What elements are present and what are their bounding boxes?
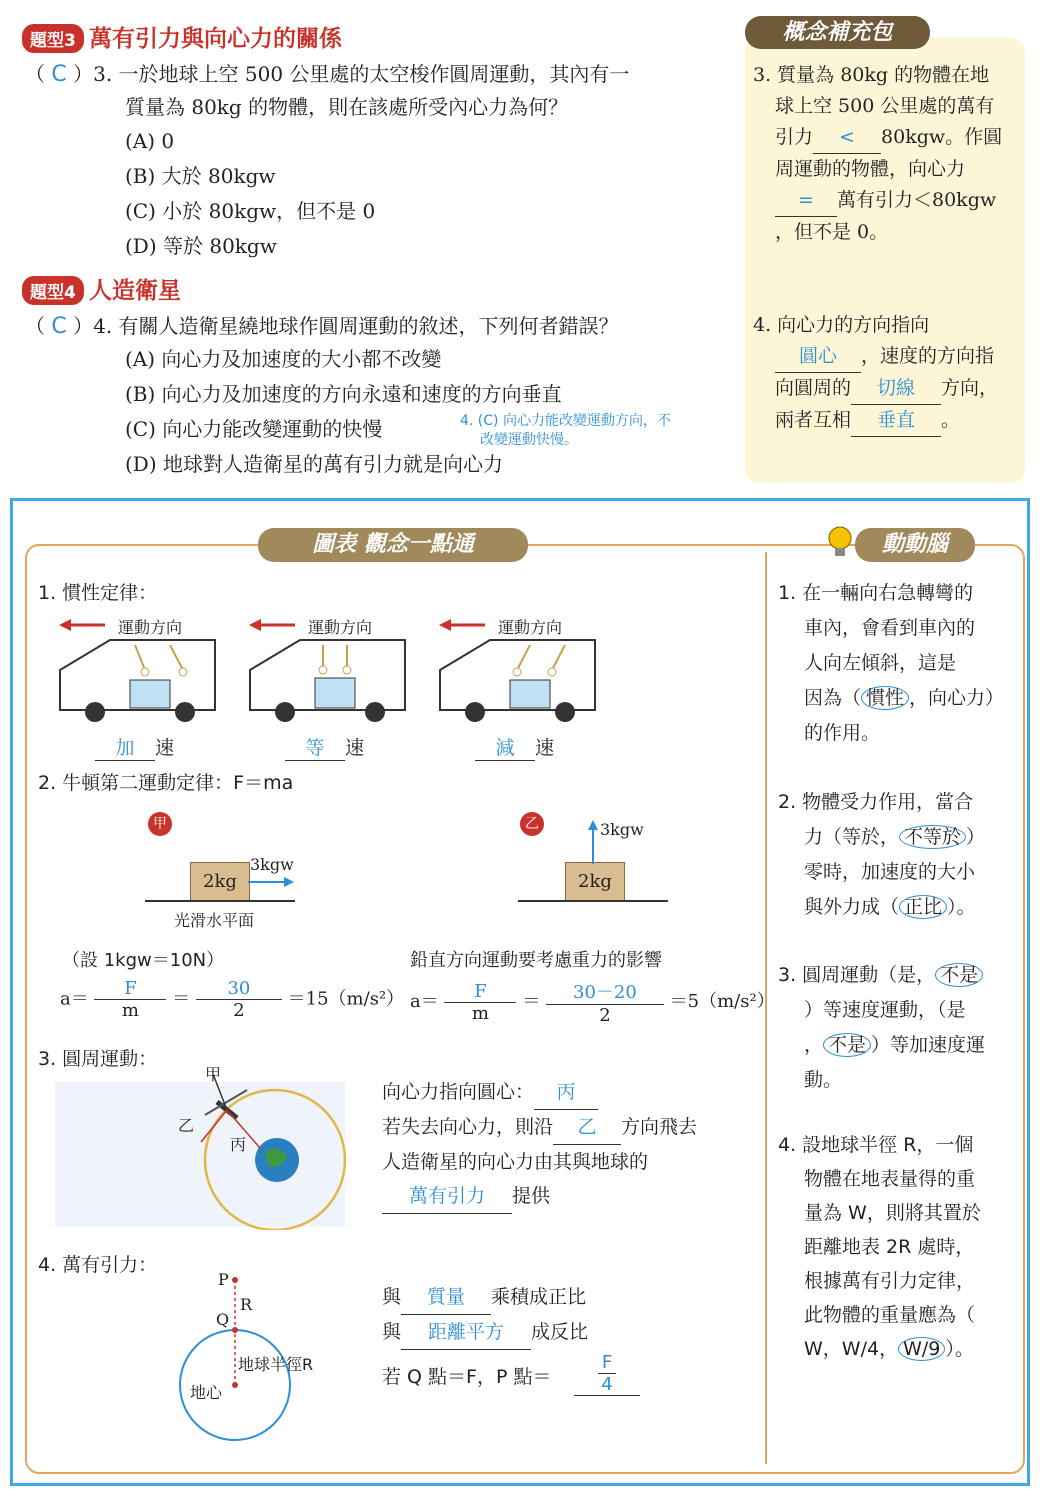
grav-label-center: 地心 [190, 1383, 223, 1402]
q3-option-c: (C) 小於 80kgw，但不是 0 [125, 199, 376, 223]
concept-4-line1: 4. 向心力的方向指向 [753, 314, 930, 336]
eq-right-den1: m [471, 1002, 489, 1024]
q3-options [125, 124, 375, 264]
grav-line3a: 若 Q 點＝F，P 點＝ [382, 1366, 552, 1388]
grav-ans-num: F [598, 1352, 616, 1374]
grav-blank1: 質量 [401, 1280, 491, 1315]
brain-1-line3: 人向左傾斜，這是 [804, 652, 957, 674]
q3-answer: C [51, 62, 67, 87]
q4-note-line1: 4. (C) 向心力能改變運動方向，不 [460, 413, 671, 429]
q3-option-d: (D) 等於 80kgw [125, 234, 277, 258]
concept-header: 概念補充包 [745, 16, 930, 49]
q4-number: 4. [93, 314, 113, 338]
eq-left-den1: m [121, 1000, 139, 1021]
brain-header: 動動腦 [855, 528, 975, 562]
grav-label-q: Q [216, 1310, 230, 1329]
brain-2-line3: 零時，加速度的大小 [804, 861, 976, 883]
surface-label: 光滑水平面 [174, 911, 255, 930]
circ-line2c: 方向飛去 [621, 1116, 698, 1138]
circ-line1a: 向心力指向圓心： [382, 1081, 535, 1103]
type4-badge: 題型4 [22, 276, 84, 305]
car-3-blank: 減 [475, 733, 535, 761]
concept-4-line4a: 兩者互相 [775, 409, 852, 431]
grav-answer-frac [574, 1352, 640, 1396]
orbit-label-b: 乙 [178, 1116, 195, 1135]
concept-text-3 [753, 60, 1023, 248]
car-2-suffix: 速 [345, 737, 365, 759]
type4-title: 人造衛星 [88, 278, 181, 304]
brain-2-line2: 力（等於， 不等於 ） [804, 826, 986, 848]
motion-label-1: 運動方向 [118, 618, 183, 637]
eq-left-num1: F [94, 978, 166, 1000]
circled-answer: 不是 [935, 963, 983, 987]
q4-note-line2: 改變運動快慢。 [480, 432, 578, 448]
grav-blank2: 距離平方 [401, 1315, 531, 1350]
grav-label-radius: 地球半徑R [238, 1355, 314, 1374]
concept-3-line4: 周運動的物體，向心力 [775, 158, 966, 180]
brain-3-line1: 3. 圓周運動（是， 不是 [778, 958, 1018, 993]
car-1-suffix: 速 [155, 737, 175, 759]
brain-4-line7: W，W/4， W/9 ）。 [804, 1338, 974, 1360]
brain-3-line4: 動。 [804, 1069, 843, 1091]
arrow-horizontal [248, 874, 294, 893]
orbit-diagram [55, 1060, 355, 1230]
assume-text: （設 1kgw＝10N） [62, 950, 225, 971]
brain-4-line6: 此物體的重量應為（ [804, 1304, 976, 1326]
brain-4-line5: 根據萬有引力定律， [804, 1270, 976, 1292]
car-caption-3 [475, 733, 554, 761]
brain-4-line1: 4. 設地球半徑 R，一個 [778, 1134, 974, 1156]
figure-header: 圖表 觀念一點通 [258, 528, 528, 562]
type3-heading [22, 20, 342, 53]
circled-answer: 不是 [823, 1033, 871, 1057]
brain-2-line1: 2. 物體受力作用，當合 [778, 791, 974, 813]
section4-title: 4. 萬有引力： [38, 1254, 158, 1276]
grav-line1a: 與 [382, 1286, 402, 1308]
section2-title: 2. 牛頓第二運動定律：F＝ma [38, 772, 294, 794]
eq-left-rhs: ＝15（m/s²） [287, 988, 405, 1010]
orbit-label-c: 丙 [230, 1135, 247, 1154]
vertical-note: 鉛直方向運動要考慮重力的影響 [410, 950, 662, 971]
eq-right-rhs: ＝5（m/s²） [669, 991, 775, 1012]
concept-3-line2: 球上空 500 公里處的萬有 [775, 95, 995, 117]
concept-3-line3a: 引力 [775, 126, 814, 148]
circ-blank1: 丙 [534, 1075, 598, 1110]
eq-left-num2: 30 [196, 978, 282, 1000]
grav-line3 [382, 1362, 551, 1389]
type3-badge: 題型3 [22, 24, 84, 53]
concept-3-line6: ，但不是 0。 [775, 221, 889, 243]
concept-3-line3b: 80kgw。作圓 [881, 126, 1003, 148]
brain-1-line2: 車內，會看到車內的 [804, 617, 976, 639]
brain-1-line5: 的作用。 [804, 722, 881, 744]
type4-heading [22, 272, 181, 305]
car-2-blank: 等 [285, 733, 345, 761]
arrow-vertical [586, 820, 600, 868]
circled-answer: 不等於 [899, 825, 966, 849]
grav-line2c: 成反比 [531, 1321, 589, 1343]
car-3-suffix: 速 [535, 737, 555, 759]
circular-text [382, 1075, 697, 1214]
brain-3-line2: ）等速度運動，（是 [804, 999, 966, 1021]
label-yi: 乙 [520, 812, 544, 836]
motion-label-3: 運動方向 [498, 618, 563, 637]
car-caption-2 [285, 733, 364, 761]
concept-4-blank2: 切線 [851, 373, 941, 405]
eq-right-num1: F [444, 981, 516, 1003]
brain-1 [778, 576, 1018, 751]
section3-title: 3. 圓周運動： [38, 1048, 158, 1070]
concept-3-line1: 3. 質量為 80kg 的物體在地 [753, 64, 990, 86]
concept-4-line4b: 。 [941, 409, 961, 431]
gravity-text [382, 1280, 588, 1350]
force-h-label: 3kgw [250, 855, 294, 874]
block-jia: 2kg [190, 862, 250, 902]
eq-left-den2: 2 [233, 1000, 245, 1021]
circled-answer: W/9 [898, 1337, 945, 1361]
concept-4-blank3: 垂直 [851, 405, 941, 437]
section1-title: 1. 慣性定律： [38, 582, 158, 604]
motion-label-2: 運動方向 [308, 618, 373, 637]
question-3: （ C ）3. 一於地球上空 500 公里處的太空梭作圓周運動，其內有一 質量為 80kg 的物體，則在該處所受內心力為何？ [25, 58, 725, 123]
q4-stem: 有關人造衛星繞地球作圓周運動的敘述，下列何者錯誤？ [118, 314, 619, 338]
brain-4-line3: 量為 W，則將其置於 [804, 1202, 981, 1224]
q4-option-c: (C) 向心力能改變運動的快慢 [125, 417, 383, 441]
grav-line2a: 與 [382, 1321, 402, 1343]
eq-left-lhs: a＝ [60, 988, 89, 1010]
car-caption-1 [95, 733, 174, 761]
circled-answer: 慣性 [861, 686, 909, 710]
concept-4-line3b: 方向， [941, 377, 999, 399]
brain-3 [778, 958, 1018, 1098]
surface-yi [518, 900, 668, 902]
q3-stem-line1: 一於地球上空 500 公里處的太空梭作圓周運動，其內有一 [118, 62, 630, 86]
eq-left: a＝ $\frac{F}{m}$ ＝ $\frac{30}{2}$ ＝15（m/s²） [60, 978, 405, 1021]
grav-ans-den: 4 [601, 1374, 613, 1395]
eq-right-num2: 30－20 [546, 978, 664, 1005]
q3-number: 3. [93, 62, 113, 86]
circled-answer: 正比 [899, 895, 947, 919]
concept-3-blank1: < [813, 122, 881, 154]
grav-label-p: P [218, 1270, 229, 1289]
brain-1-line1: 1. 在一輛向右急轉彎的 [778, 582, 974, 604]
concept-text-4 [753, 310, 1023, 437]
grav-line1c: 乘積成正比 [491, 1286, 587, 1308]
car-1-blank: 加 [95, 733, 155, 761]
circ-blank2: 乙 [553, 1110, 621, 1145]
question-4: （ C ）4. 有關人造衛星繞地球作圓周運動的敘述，下列何者錯誤？ [25, 314, 619, 339]
lightbulb-icon [825, 524, 855, 560]
concept-4-blank1: 圓心 [775, 341, 861, 373]
circ-blank3: 萬有引力 [382, 1179, 512, 1214]
eq-right-lhs: a＝ [410, 991, 439, 1012]
q4-option-b: (B) 向心力及加速度的方向永遠和速度的方向垂直 [125, 382, 562, 406]
concept-3-line5: 萬有引力＜80kgw [837, 189, 997, 211]
q3-option-a: (A) 0 [125, 129, 175, 153]
eq-right-den2: 2 [599, 1005, 611, 1026]
brain-1-line4: 因為（ 慣性 ，向心力） [804, 687, 1005, 709]
surface-jia [145, 900, 295, 902]
brain-3-line3: ， 不是 ）等加速度運 [804, 1034, 986, 1056]
q4-answer: C [51, 314, 67, 339]
brain-2 [778, 785, 1018, 925]
circ-line2a: 若失去向心力，則沿 [382, 1116, 554, 1138]
brain-4-line4: 距離地表 2R 處時， [804, 1236, 975, 1258]
q4-note [460, 412, 671, 450]
q4-option-d: (D) 地球對人造衛星的萬有引力就是向心力 [125, 452, 503, 476]
circ-line4c: 提供 [512, 1185, 551, 1207]
grav-label-r: R [240, 1295, 253, 1314]
q4-option-a: (A) 向心力及加速度的大小都不改變 [125, 347, 442, 371]
label-jia: 甲 [148, 812, 172, 836]
type3-title: 萬有引力與向心力的關係 [88, 26, 342, 52]
block-yi: 2kg [565, 862, 625, 902]
eq-right: a＝ $\frac{F}{m}$ ＝ $\frac{30-20}{2}$ ＝5（m/s²） [410, 978, 775, 1026]
force-v-label: 3kgw [600, 820, 644, 839]
q3-option-b: (B) 大於 80kgw [125, 164, 276, 188]
q3-stem-line2: 質量為 80kg 的物體，則在該處所受內心力為何？ [125, 95, 569, 119]
orbit-label-a: 甲 [205, 1065, 222, 1084]
concept-4-line2: ，速度的方向指 [861, 345, 995, 367]
brain-2-line4: 與外力成（ 正比 ）。 [804, 896, 976, 918]
concept-3-blank2: = [775, 185, 837, 217]
brain-4-line2: 物體在地表量得的重 [804, 1168, 976, 1190]
circ-line3: 人造衛星的向心力由其與地球的 [382, 1151, 649, 1173]
concept-4-line3a: 向圓周的 [775, 377, 852, 399]
brain-4 [778, 1128, 1018, 1366]
